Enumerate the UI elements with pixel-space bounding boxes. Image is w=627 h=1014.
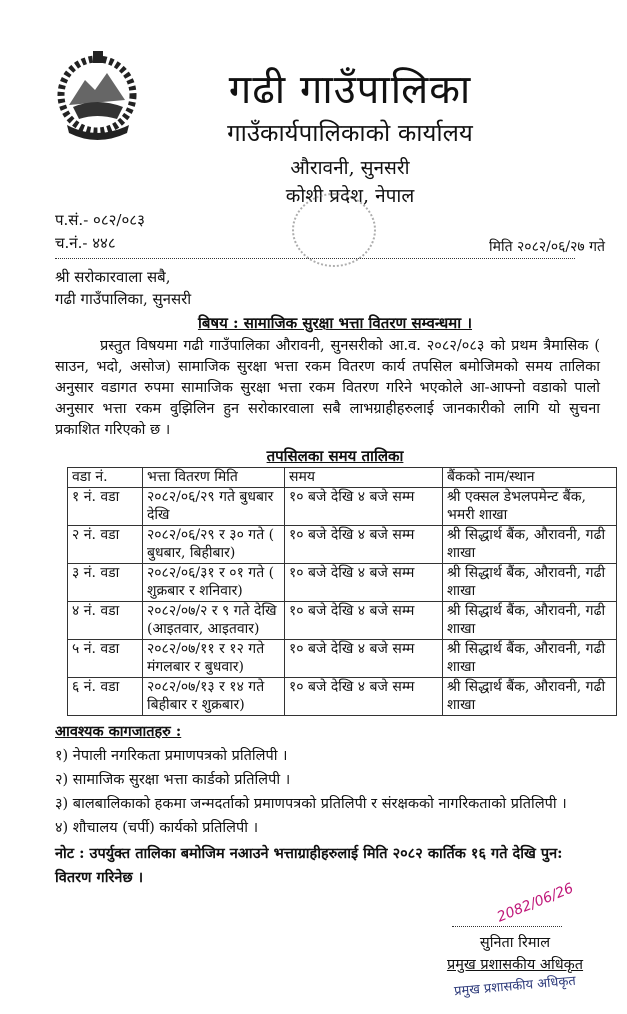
signatory-designation: प्रमुख प्रशासकीय अधिकृत bbox=[446, 956, 584, 973]
subject-line: बिषय : सामाजिक सुरक्षा भत्ता वितरण सम्वन्धमा । bbox=[197, 314, 473, 332]
signature-line bbox=[452, 926, 562, 927]
document-item: १) नेपाली नगरिकता प्रमाणपत्रको प्रतिलिपी । bbox=[55, 747, 288, 764]
table-row bbox=[68, 639, 617, 677]
table-header-row bbox=[68, 468, 617, 488]
cell-bank: श्री सिद्धार्थ बैंक, औरावनी, गढी शाखा bbox=[443, 563, 617, 601]
cell-ward: ५ नं. वडा bbox=[68, 639, 143, 677]
document-item: ३) बालबालिकाको हकमा जन्मदर्ताको प्रमाणपत्रको प्रतिलिपी र संरक्षकको नागरिकताको प्रतिलिपी । bbox=[55, 795, 567, 812]
table-row bbox=[68, 601, 617, 639]
cell-bank: श्री सिद्धार्थ बैंक, औरावनी, गढी शाखा bbox=[443, 677, 617, 715]
office-subtitle: गाउँकार्यपालिकाको कार्यालय bbox=[227, 119, 473, 147]
header-time: समय bbox=[285, 468, 443, 488]
schedule-table bbox=[67, 467, 617, 716]
address-line-2: कोशी प्रदेश, नेपाल bbox=[285, 185, 415, 207]
cell-time: १० बजे देखि ४ बजे सम्म bbox=[285, 525, 443, 563]
document-item: २) सामाजिक सुरक्षा भत्ता कार्डको प्रतिलिपी । bbox=[55, 771, 291, 788]
document-item: ४) शौचालय (चर्पी) कार्यको प्रतिलिपी । bbox=[55, 819, 259, 836]
cell-time: १० बजे देखि ४ बजे सम्म bbox=[285, 677, 443, 715]
recipient-line-2: गढी गाउँपालिका, सुनसरी bbox=[55, 290, 192, 308]
cell-date: २०८२/०७/२ र ९ गते देखि (आइतवार, आइतवार) bbox=[143, 601, 285, 639]
cell-date: २०८२/०६/२९ गते बुधबार देखि bbox=[143, 487, 285, 525]
handwritten-signature: 2082/06/26 bbox=[494, 879, 576, 926]
table-row bbox=[68, 563, 617, 601]
cell-date: २०८२/०७/११ र १२ गते मंगलबार र बुधवार) bbox=[143, 639, 285, 677]
cell-time: १० बजे देखि ४ बजे सम्म bbox=[285, 601, 443, 639]
cell-ward: ४ नं. वडा bbox=[68, 601, 143, 639]
cell-date: २०८२/०६/२९ र ३० गते ( बुधबार, बिहीबार) bbox=[143, 525, 285, 563]
header-divider bbox=[55, 258, 575, 259]
cell-date: २०८२/०६/३१ र ०१ गते ( शुक्रबार र शनिवार) bbox=[143, 563, 285, 601]
signature-area bbox=[55, 879, 615, 1014]
cell-date: २०८२/०७/१३ र १४ गते बिहीबार र शुक्रबार) bbox=[143, 677, 285, 715]
header-bank: बैंकको नाम/स्थान bbox=[443, 468, 617, 488]
recipient-line-1: श्री सरोकारवाला सबै, bbox=[55, 268, 171, 286]
table-row bbox=[68, 525, 617, 563]
note: नोट : उपर्युक्त तालिका बमोजिम नआउने भत्ताग्राहीहरुलाई मिति २०८२ कार्तिक १६ गते देखि पुन: वितरण गरिनेछ । bbox=[55, 844, 563, 886]
table-caption: तपसिलका समय तालिका bbox=[266, 447, 404, 465]
signatory-block bbox=[440, 932, 590, 999]
office-stamp bbox=[292, 193, 376, 267]
cell-ward: ३ नं. वडा bbox=[68, 563, 143, 601]
letter-date: मिति २०८२/०६/२७ गते bbox=[488, 239, 605, 255]
cell-ward: २ नं. वडा bbox=[68, 525, 143, 563]
body-paragraph: प्रस्तुत विषयमा गढी गाउँपालिका औरावनी, सुनसरीको आ.व. २०८२/०८३ को प्रथम त्रैमासिक ( साउन, भदो, असोज) सामाजिक सुरक्षा भत्ता रकम वितरण कार्य तपसिल बमोजिमको समय तालिका अनुसार वडागत रुपमा सामाजिक सुरक्षा भत्ता रकम वितरण गरिने भएकोले आ-आफ्नो वडाको पालो अनुसार भत्ता रकम वुझिलिन हुन सरोकारवाला सबै लाभग्राहीहरुलाई जानकारीको लागि यो सुचना प्रकाशित गरिएको छ । bbox=[55, 338, 600, 438]
table-row bbox=[68, 677, 617, 715]
cell-bank: श्री सिद्धार्थ बैंक, औरावनी, गढी शाखा bbox=[443, 525, 617, 563]
cell-time: १० बजे देखि ४ बजे सम्म bbox=[285, 639, 443, 677]
cell-bank: श्री एक्सल डेभलपमेन्ट बैंक, भमरी शाखा bbox=[443, 487, 617, 525]
cell-time: १० बजे देखि ४ बजे सम्म bbox=[285, 563, 443, 601]
reference-cn: च.नं.- ४४८ bbox=[55, 234, 116, 252]
cell-time: १० बजे देखि ४ बजे सम्म bbox=[285, 487, 443, 525]
nepal-emblem-logo bbox=[55, 45, 140, 150]
municipality-title: गढी गाउँपालिका bbox=[228, 67, 472, 113]
required-documents bbox=[55, 720, 615, 840]
letter-body bbox=[55, 266, 615, 1014]
header-ward: वडा नं. bbox=[68, 468, 143, 488]
reference-ps: प.सं.- ०८२/०८३ bbox=[55, 211, 145, 229]
header-date: भत्ता वितरण मिति bbox=[143, 468, 285, 488]
address-line-1: औरावनी, सुनसरी bbox=[290, 157, 410, 179]
documents-heading: आवश्यक कागजातहरु : bbox=[55, 722, 182, 740]
cell-bank: श्री सिद्धार्थ बैंक, औरावनी, गढी शाखा bbox=[443, 639, 617, 677]
cell-ward: ६ नं. वडा bbox=[68, 677, 143, 715]
table-row bbox=[68, 487, 617, 525]
designation-stamp: प्रमुख प्रशासकीय अधिकृत bbox=[453, 973, 577, 999]
cell-ward: १ नं. वडा bbox=[68, 487, 143, 525]
cell-bank: श्री सिद्धार्थ बैंक, औरावनी, गढी शाखा bbox=[443, 601, 617, 639]
signatory-name: सुनिता रिमाल bbox=[479, 934, 551, 951]
